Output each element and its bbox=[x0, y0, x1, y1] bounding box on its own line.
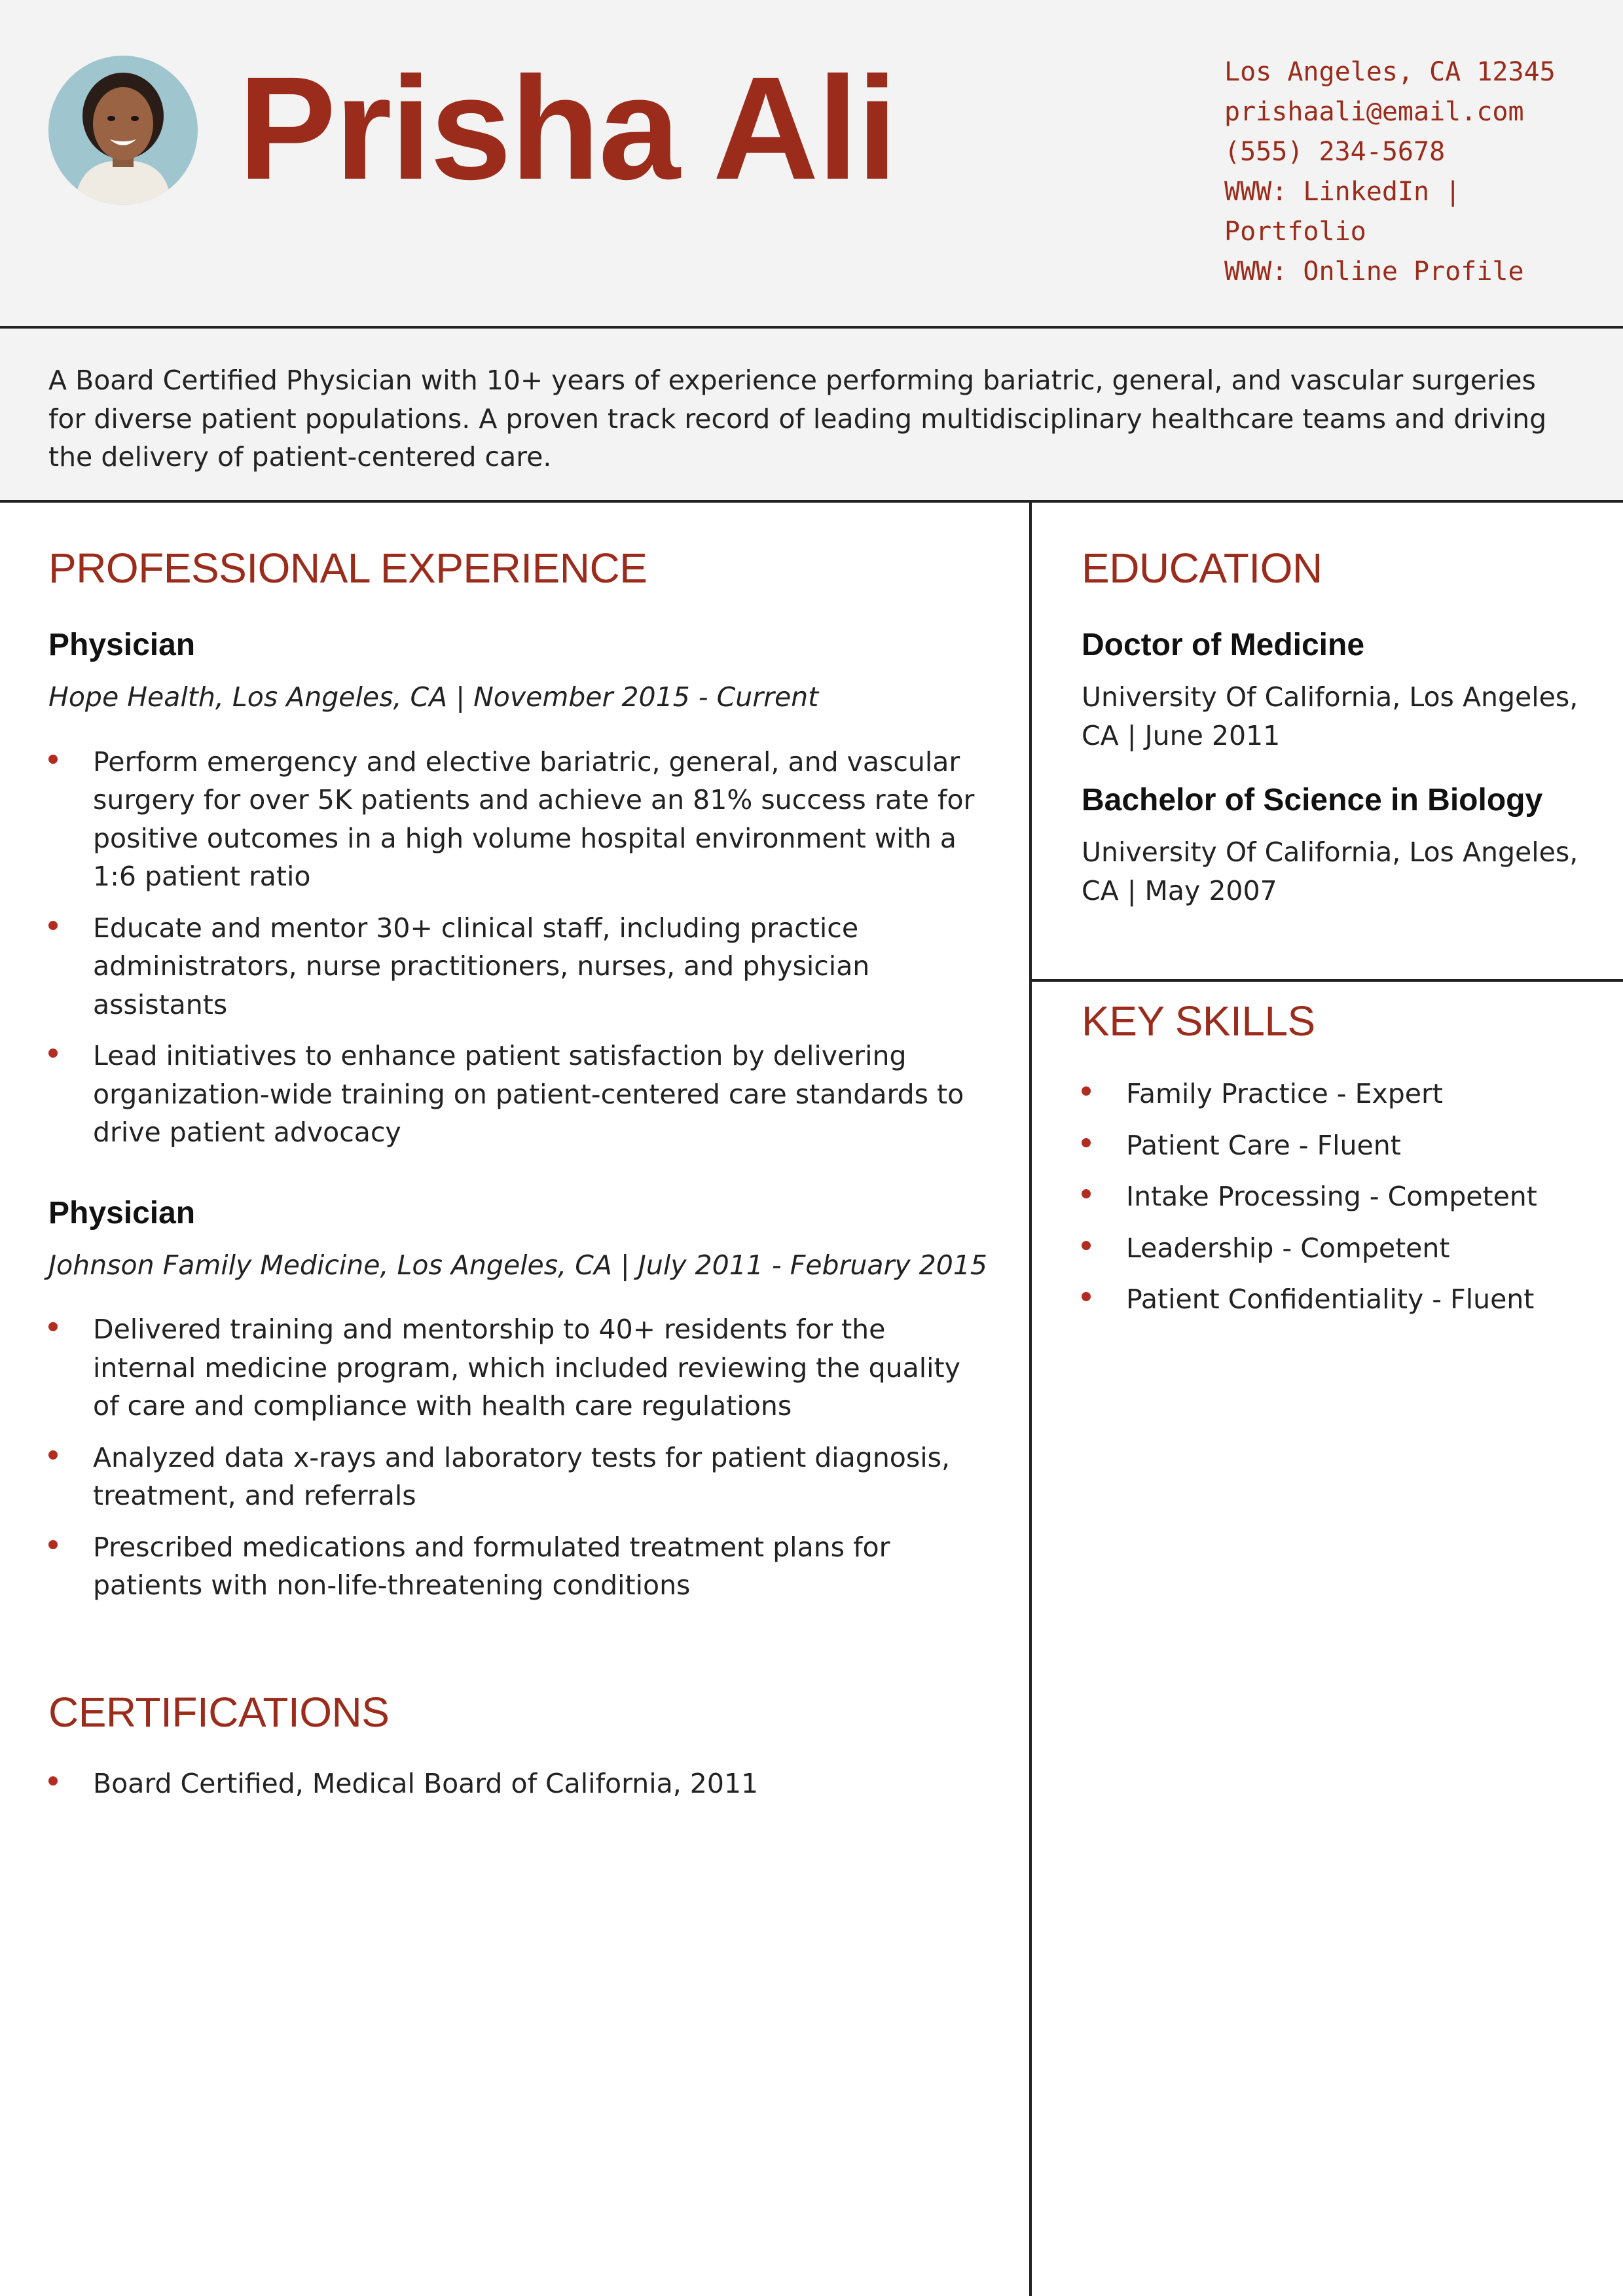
bullet-icon bbox=[48, 755, 58, 764]
bullet-icon bbox=[48, 1540, 58, 1549]
bullet-icon bbox=[48, 1776, 58, 1785]
experience-heading: PROFESSIONAL EXPERIENCE bbox=[48, 545, 647, 592]
list-item: Family Practice - Expert bbox=[1082, 1075, 1592, 1113]
contact-email[interactable]: prishaali@email.com bbox=[1224, 97, 1524, 127]
resume-header bbox=[0, 0, 1623, 329]
contact-info bbox=[1224, 52, 1591, 292]
list-item: Patient Confidentiality - Fluent bbox=[1082, 1280, 1592, 1319]
job-entry bbox=[48, 1194, 991, 1605]
list-item: Leadership - Competent bbox=[1082, 1229, 1592, 1268]
job-title: Physician bbox=[48, 1195, 196, 1230]
skills-list bbox=[1082, 1075, 1592, 1319]
school-info: University Of California, Los Angeles, CA | June 2011 bbox=[1082, 681, 1578, 751]
degree-title: Bachelor of Science in Biology bbox=[1082, 783, 1543, 817]
summary-text: A Board Certified Physician with 10+ years of experience performing bariatric, general, and vascular surgeries for diverse patient populations. A proven track record of leading multidisciplinary healthcare teams and driving the delivery of patient-centered care. bbox=[48, 365, 1547, 473]
bullet-icon bbox=[1082, 1241, 1091, 1250]
summary-section bbox=[0, 329, 1623, 503]
certifications-list bbox=[48, 1765, 991, 1803]
job-entry bbox=[48, 626, 991, 1152]
avatar bbox=[48, 56, 198, 205]
list-item: Prescribed medications and formulated treatment plans for patients with non-life-threatening conditions bbox=[48, 1528, 991, 1605]
bullet-icon bbox=[1082, 1086, 1091, 1096]
list-item: Delivered training and mentorship to 40+ residents for the internal medicine program, which included reviewing the quality of care and compliance with health care regulations bbox=[48, 1310, 991, 1426]
education-heading: EDUCATION bbox=[1082, 545, 1322, 592]
list-item: Board Certified, Medical Board of California, 2011 bbox=[48, 1765, 991, 1803]
job-meta: Johnson Family Medicine, Los Angeles, CA | July 2011 - February 2015 bbox=[48, 1249, 988, 1281]
left-column bbox=[48, 503, 991, 1803]
degree-title: Doctor of Medicine bbox=[1082, 628, 1365, 662]
right-column bbox=[1082, 503, 1592, 1319]
list-item: Intake Processing - Competent bbox=[1082, 1177, 1592, 1216]
candidate-name: Prisha Ali bbox=[238, 46, 896, 210]
bullet-icon bbox=[48, 921, 58, 930]
skills-heading: KEY SKILLS bbox=[1082, 997, 1315, 1045]
bullet-icon bbox=[1082, 1292, 1091, 1301]
job-bullets bbox=[48, 743, 991, 1152]
bullet-icon bbox=[1082, 1138, 1091, 1147]
education-entry bbox=[1082, 626, 1592, 755]
column-divider bbox=[1029, 503, 1032, 2296]
contact-address: Los Angeles, CA 12345 bbox=[1224, 57, 1556, 87]
education-entry bbox=[1082, 781, 1592, 910]
list-item: Analyzed data x-rays and laboratory tests for patient diagnosis, treatment, and referrals bbox=[48, 1439, 991, 1515]
bullet-icon bbox=[1082, 1189, 1091, 1198]
contact-portfolio[interactable]: Portfolio bbox=[1224, 217, 1366, 247]
profile-photo bbox=[48, 56, 198, 205]
contact-phone[interactable]: (555) 234-5678 bbox=[1224, 137, 1446, 167]
school-info: University Of California, Los Angeles, CA | May 2007 bbox=[1082, 836, 1578, 906]
contact-online-profile[interactable]: WWW: Online Profile bbox=[1224, 257, 1524, 287]
list-item: Lead initiatives to enhance patient satisfaction by delivering organization-wide training on patient-centered care standards to drive patient advocacy bbox=[48, 1037, 991, 1152]
job-title: Physician bbox=[48, 628, 196, 662]
bullet-icon bbox=[48, 1450, 58, 1460]
bullet-icon bbox=[48, 1322, 58, 1331]
list-item: Perform emergency and elective bariatric, general, and vascular surgery for over 5K patients and achieve an 81% success rate for positive outcomes in a high volume hospital environment with a 1:6 patient ratio bbox=[48, 743, 991, 896]
certifications-heading: CERTIFICATIONS bbox=[48, 1688, 390, 1736]
contact-linkedin[interactable]: WWW: LinkedIn | bbox=[1224, 177, 1461, 207]
bullet-icon bbox=[48, 1049, 58, 1058]
list-item: Patient Care - Fluent bbox=[1082, 1126, 1592, 1165]
list-item: Educate and mentor 30+ clinical staff, including practice administrators, nurse practitioners, nurses, and physician assistants bbox=[48, 909, 991, 1024]
job-bullets bbox=[48, 1310, 991, 1605]
job-meta: Hope Health, Los Angeles, CA | November 2015 - Current bbox=[48, 681, 819, 713]
